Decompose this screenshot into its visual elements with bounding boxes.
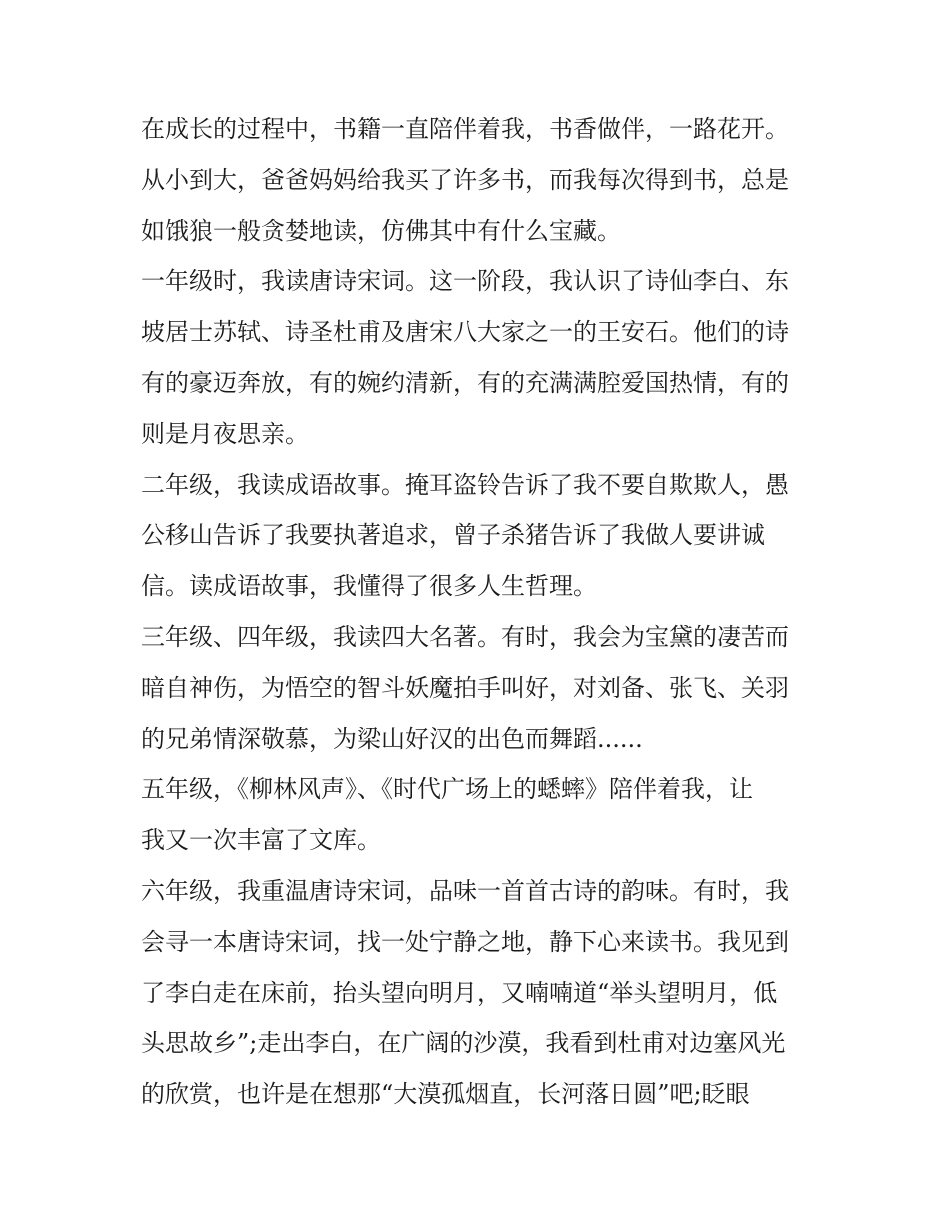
text-line: 的欣赏，也许是在想那“大漠孤烟直，长河落日圆”吧;眨眼 — [141, 1080, 750, 1109]
text-line: 一年级时，我读唐诗宋词。这一阶段，我认识了诗仙李白、东 — [141, 267, 789, 296]
text-line: 坡居士苏轼、诗圣杜甫及唐宋八大家之一的王安石。他们的诗 — [141, 318, 789, 347]
text-line: 在成长的过程中，书籍一直陪伴着我，书香做伴，一路花开。 — [141, 115, 789, 143]
text-line: 有的豪迈奔放，有的婉约清新，有的充满满腔爱国热情，有的 — [141, 368, 789, 397]
text-line: 则是月夜思亲。 — [141, 419, 309, 448]
text-line: 会寻一本唐诗宋词，找一处宁静之地，静下心来读书。我见到 — [141, 927, 789, 956]
text-line: 了李白走在床前，抬头望向明月，又喃喃道“举头望明月，低 — [141, 978, 778, 1007]
text-line: 六年级，我重温唐诗宋词，品味一首首古诗的韵味。有时，我 — [141, 876, 789, 905]
text-line: 头思故乡”;走出李白，在广阔的沙漠，我看到杜甫对边塞风光 — [141, 1029, 786, 1058]
text-line: 公移山告诉了我要执著追求，曾子杀猪告诉了我做人要讲诚 — [141, 521, 765, 550]
text-line: 信。读成语故事，我懂得了很多人生哲理。 — [141, 572, 597, 601]
text-line: 二年级，我读成语故事。掩耳盗铃告诉了我不要自欺欺人，愚 — [141, 470, 789, 499]
text-line: 三年级、四年级，我读四大名著。有时，我会为宝黛的凄苦而 — [141, 622, 789, 651]
text-line: 的兄弟情深敬慕，为梁山好汉的出色而舞蹈...... — [141, 724, 643, 753]
essay-body — [141, 104, 821, 1120]
text-line: 从小到大，爸爸妈妈给我买了许多书，而我每次得到书，总是 — [141, 165, 789, 194]
text-line: 暗自神伤，为悟空的智斗妖魔拍手叫好，对刘备、张飞、关羽 — [141, 673, 789, 702]
text-line: 五年级，《柳林风声》、《时代广场上的蟋蟀》陪伴着我，让 — [141, 775, 753, 804]
text-line: 如饿狼一般贪婪地读，仿佛其中有什么宝藏。 — [141, 216, 621, 245]
text-line: 我又一次丰富了文库。 — [141, 826, 381, 855]
